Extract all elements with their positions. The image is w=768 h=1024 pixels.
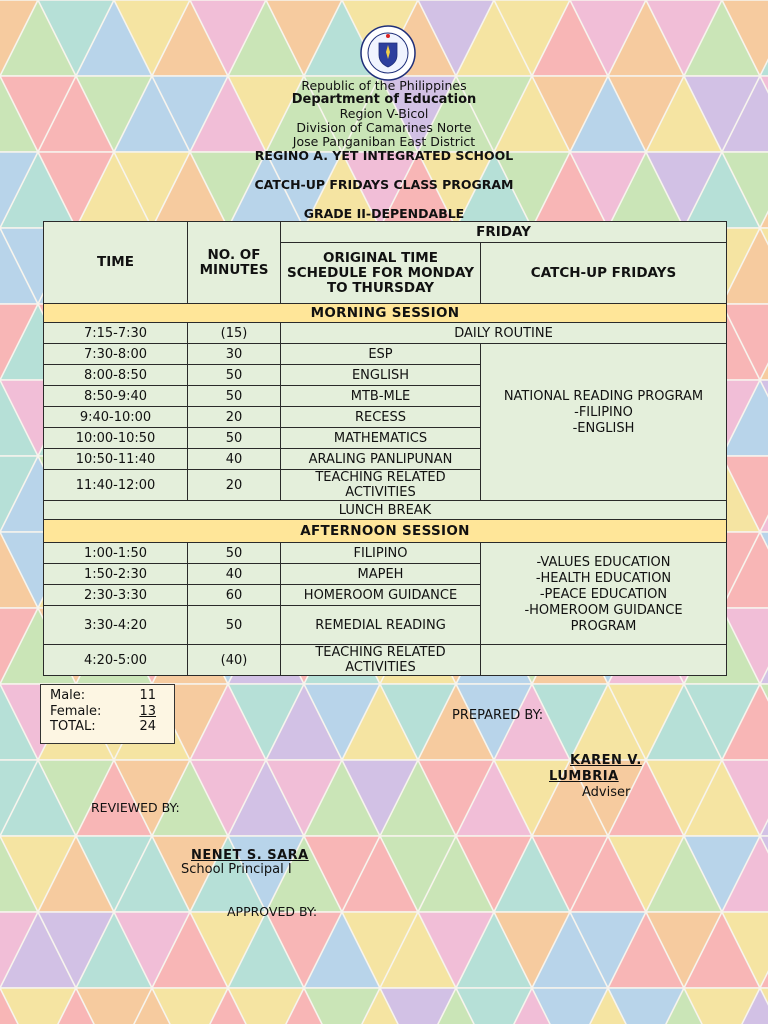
approved-by-label: APPROVED BY: [227, 904, 318, 919]
morning-session-header: MORNING SESSION [44, 304, 727, 323]
republic-line: Republic of the Philippines [301, 78, 467, 93]
deped-seal-logo [357, 25, 419, 81]
reviewed-by-label: REVIEWED BY: [91, 800, 180, 815]
minutes-cell: (40) [188, 645, 281, 676]
subject-cell: TEACHING RELATED ACTIVITIES [281, 645, 481, 676]
subject-cell: ESP [281, 344, 481, 365]
total-count: 24 [139, 719, 156, 734]
col-header-time: TIME [44, 222, 188, 304]
catchup-cell-empty [481, 645, 727, 676]
catchup-line: -ENGLISH [572, 421, 635, 436]
minutes-cell: 20 [188, 407, 281, 428]
female-count: 13 [139, 704, 156, 719]
adviser-name-line2: LUMBRIA [549, 769, 619, 784]
school-name: REGINO A. YET INTEGRATED SCHOOL [254, 148, 514, 163]
time-cell: 4:20-5:00 [44, 645, 188, 676]
time-cell: 10:00-10:50 [44, 428, 188, 449]
class-program-table [43, 221, 727, 676]
col-header-friday: FRIDAY [281, 222, 727, 243]
minutes-cell: 40 [188, 564, 281, 585]
time-cell: 1:50-2:30 [44, 564, 188, 585]
minutes-cell: 50 [188, 386, 281, 407]
subject-cell: ARALING PANLIPUNAN [281, 449, 481, 470]
catchup-line: -HOMEROOM GUIDANCE PROGRAM [524, 603, 683, 634]
table-row [44, 645, 727, 676]
minutes-cell: 40 [188, 449, 281, 470]
time-cell: 9:40-10:00 [44, 407, 188, 428]
minutes-cell: 60 [188, 585, 281, 606]
afternoon-session-header: AFTERNOON SESSION [44, 520, 727, 543]
subject-cell: MATHEMATICS [281, 428, 481, 449]
catchup-line: NATIONAL READING PROGRAM [503, 389, 704, 404]
prepared-by-label: PREPARED BY: [452, 708, 544, 723]
minutes-cell: 50 [188, 365, 281, 386]
subject-cell: MAPEH [281, 564, 481, 585]
catchup-line: -FILIPINO [574, 405, 633, 420]
adviser-name-line1: KAREN V. [570, 753, 642, 768]
enrollment-box [40, 684, 175, 744]
region-line: Region V-Bicol [339, 106, 429, 121]
total-label: TOTAL: [50, 719, 96, 734]
division-line: Division of Camarines Norte [296, 120, 472, 135]
minutes-cell: 50 [188, 428, 281, 449]
male-count: 11 [139, 688, 156, 703]
subject-cell: FILIPINO [281, 543, 481, 564]
female-label: Female: [50, 704, 102, 719]
minutes-cell: 50 [188, 606, 281, 645]
table-row [44, 323, 727, 344]
grade-section: GRADE II-DEPENDABLE [303, 206, 465, 221]
department-line: Department of Education [291, 92, 477, 107]
time-cell: 8:00-8:50 [44, 365, 188, 386]
subject-cell: MTB-MLE [281, 386, 481, 407]
time-cell: 1:00-1:50 [44, 543, 188, 564]
time-cell: 10:50-11:40 [44, 449, 188, 470]
catchup-line: -HEALTH EDUCATION [535, 571, 672, 586]
time-cell: 3:30-4:20 [44, 606, 188, 645]
subject-cell: RECESS [281, 407, 481, 428]
time-cell: 7:30-8:00 [44, 344, 188, 365]
table-row [44, 344, 727, 365]
catchup-line: -VALUES EDUCATION [536, 555, 671, 570]
minutes-cell: (15) [188, 323, 281, 344]
morning-catchup-cell [481, 344, 727, 501]
minutes-cell: 50 [188, 543, 281, 564]
time-cell: 11:40-12:00 [44, 470, 188, 501]
adviser-title: Adviser [582, 785, 631, 800]
subject-cell: ENGLISH [281, 365, 481, 386]
principal-name: NENET S. SARA [191, 848, 309, 863]
minutes-cell: 30 [188, 344, 281, 365]
district-line: Jose Panganiban East District [292, 134, 476, 149]
time-cell: 8:50-9:40 [44, 386, 188, 407]
col-header-minutes: NO. OF MINUTES [188, 222, 281, 304]
male-label: Male: [50, 688, 86, 703]
principal-title: School Principal I [181, 862, 292, 877]
minutes-cell: 20 [188, 470, 281, 501]
subject-cell: TEACHING RELATED ACTIVITIES [281, 470, 481, 501]
time-cell: 2:30-3:30 [44, 585, 188, 606]
afternoon-catchup-cell [481, 543, 727, 645]
time-cell: 7:15-7:30 [44, 323, 188, 344]
lunch-break-row: LUNCH BREAK [44, 501, 727, 520]
subject-cell: REMEDIAL READING [281, 606, 481, 645]
catchup-line: -PEACE EDUCATION [539, 587, 668, 602]
table-row [44, 543, 727, 564]
col-header-original-schedule: ORIGINAL TIME SCHEDULE FOR MONDAY TO THURSDAY [281, 243, 481, 304]
col-header-catchup-fridays: CATCH-UP FRIDAYS [481, 243, 727, 304]
daily-routine-cell: DAILY ROUTINE [281, 323, 727, 344]
subject-cell: HOMEROOM GUIDANCE [281, 585, 481, 606]
program-title: CATCH-UP FRIDAYS CLASS PROGRAM [254, 177, 514, 192]
